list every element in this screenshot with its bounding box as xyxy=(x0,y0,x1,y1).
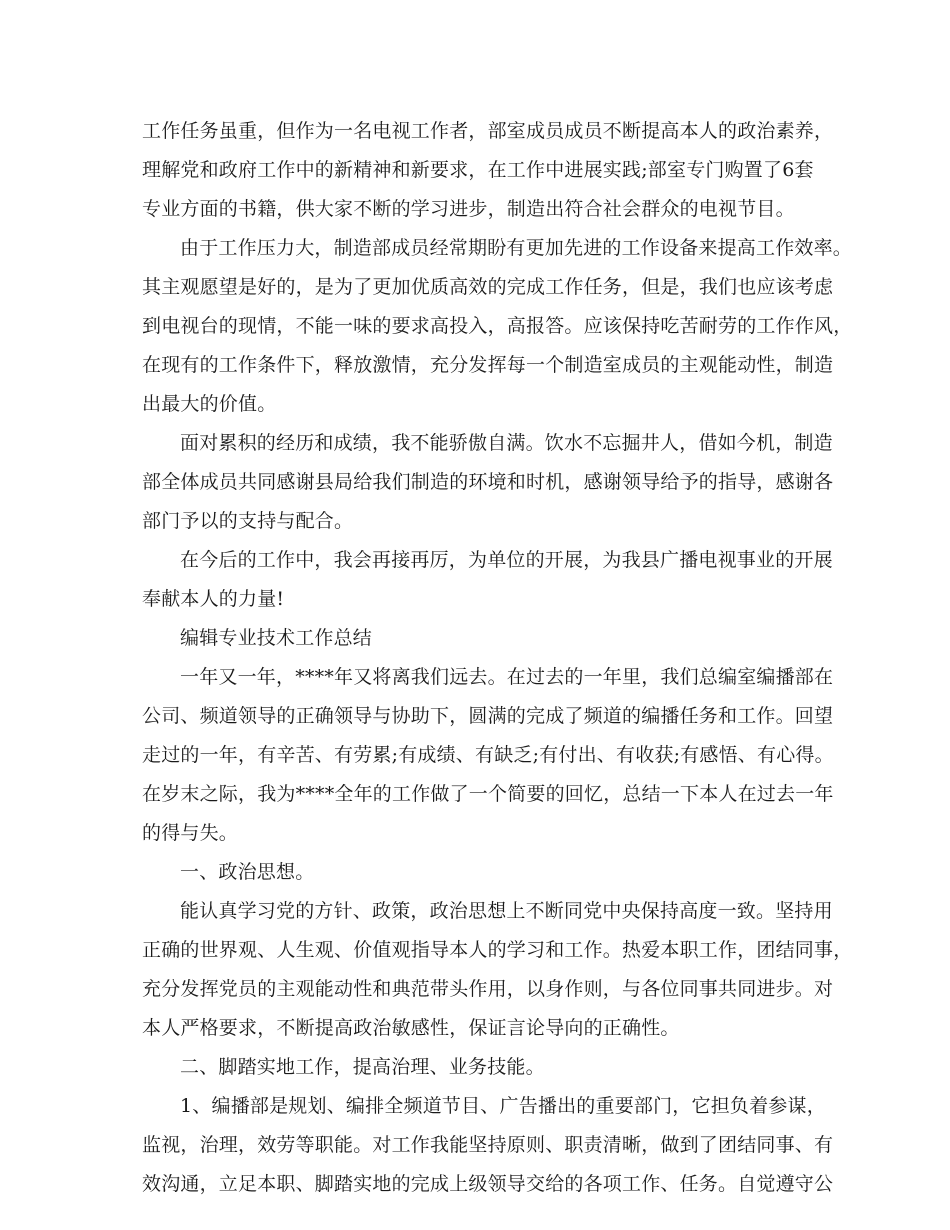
text-line: 效沟通，立足本职、脚踏实地的完成上级领导交给的各项工作、任务。自觉遵守公 xyxy=(142,1173,834,1195)
text-line: 工作任务虽重，但作为一名电视工作者，部室成员成员不断提高本人的政治素养， xyxy=(142,120,834,142)
text-line: 在岁末之际，我为****全年的工作做了一个简要的回忆，总结一下本人在过去一年 xyxy=(142,783,834,805)
text-line: 本人严格要求，不断提高政治敏感性，保证言论导向的正确性。 xyxy=(142,1017,680,1039)
paragraph-first-line: 能认真学习党的方针、政策，政治思想上不断同党中央保持高度一致。坚持用 xyxy=(180,900,833,922)
text-line: 监视，治理，效劳等职能。对工作我能坚持原则、职责清晰，做到了团结同事、有 xyxy=(142,1134,834,1156)
text-line: 充分发挥党员的主观能动性和典范带头作用，以身作则，与各位同事共同进步。对 xyxy=(142,978,834,1000)
text-line: 部门予以的支持与配合。 xyxy=(142,510,354,532)
paragraph-first-line: 面对累积的经历和成绩，我不能骄傲自满。饮水不忘掘井人，借如今机，制造 xyxy=(180,432,833,454)
text-line: 专业方面的书籍，供大家不断的学习进步，制造出符合社会群众的电视节目。 xyxy=(142,198,795,220)
document-body xyxy=(142,112,853,1204)
paragraph-first-line: 一年又一年，****年又将离我们远去。在过去的一年里，我们总编室编播部在 xyxy=(180,666,834,688)
text-line: 出最大的价值。 xyxy=(142,393,277,415)
section-heading: 一、政治思想。 xyxy=(180,861,315,883)
text-line: 理解党和政府工作中的新精神和新要求，在工作中进展实践;部室专门购置了6套 xyxy=(142,159,814,181)
paragraph-first-line: 1、编播部是规划、编排全频道节目、广告播出的重要部门，它担负着参谋， xyxy=(180,1095,826,1117)
text-line: 奉献本人的力量! xyxy=(142,588,285,610)
text-line: 走过的一年，有辛苦、有劳累;有成绩、有缺乏;有付出、有收获;有感悟、有心得。 xyxy=(142,744,834,766)
text-line: 公司、频道领导的正确领导与协助下，圆满的完成了频道的编播任务和工作。回望 xyxy=(142,705,834,727)
text-line: 部全体成员共同感谢县局给我们制造的环境和时机，感谢领导给予的指导，感谢各 xyxy=(142,471,834,493)
section-title: 编辑专业技术工作总结 xyxy=(180,627,373,649)
text-line: 在现有的工作条件下，释放激情，充分发挥每一个制造室成员的主观能动性，制造 xyxy=(142,354,834,376)
text-line: 其主观愿望是好的，是为了更加优质高效的完成工作任务，但是，我们也应该考虑 xyxy=(142,276,834,298)
paragraph-first-line: 在今后的工作中，我会再接再厉，为单位的开展，为我县广播电视事业的开展 xyxy=(180,549,833,571)
text-line: 到电视台的现情，不能一味的要求高投入，高报答。应该保持吃苦耐劳的工作作风， xyxy=(142,315,853,337)
section-heading: 二、脚踏实地工作，提高治理、业务技能。 xyxy=(180,1056,545,1078)
text-line: 的得与失。 xyxy=(142,822,239,844)
text-line: 正确的世界观、人生观、价值观指导本人的学习和工作。热爱本职工作，团结同事， xyxy=(142,939,853,961)
paragraph-first-line: 由于工作压力大，制造部成员经常期盼有更加先进的工作设备来提高工作效率。 xyxy=(180,237,853,259)
